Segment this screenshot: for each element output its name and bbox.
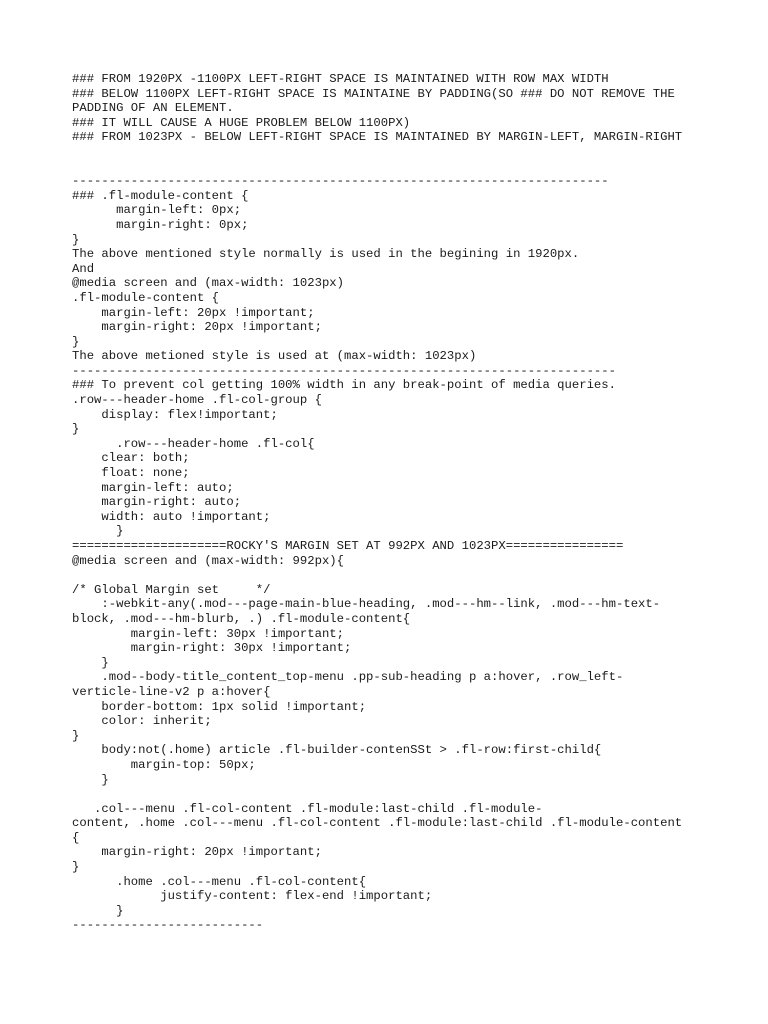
document-line: } bbox=[72, 903, 124, 918]
document-line: } bbox=[72, 728, 80, 743]
document-line: .row---header-home .fl-col{ bbox=[72, 436, 315, 451]
document-line: .row---header-home .fl-col-group { bbox=[72, 393, 322, 408]
document-line: margin-right: 20px !important; bbox=[72, 845, 322, 860]
document-line: margin-left: auto; bbox=[72, 480, 234, 495]
document-line: float: none; bbox=[72, 466, 190, 481]
document-line: display: flex!important; bbox=[72, 407, 278, 422]
document-line: PADDING OF AN ELEMENT. bbox=[72, 101, 234, 116]
document-line: { bbox=[72, 830, 80, 845]
document-line: margin-left: 30px !important; bbox=[72, 626, 344, 641]
document-line: margin-right: 30px !important; bbox=[72, 641, 352, 656]
document-line: width: auto !important; bbox=[72, 509, 271, 524]
document-line: margin-top: 50px; bbox=[72, 757, 256, 772]
document-line: margin-right: 0px; bbox=[72, 217, 249, 232]
document-line: } bbox=[72, 655, 109, 670]
document-line: } bbox=[72, 334, 80, 349]
document-line: @media screen and (max-width: 1023px) bbox=[72, 276, 344, 291]
document-line: ### BELOW 1100PX LEFT-RIGHT SPACE IS MAINTAINE BY PADDING(SO ### DO NOT REMOVE THE bbox=[72, 86, 675, 101]
document-line: body:not(.home) article .fl-builder-contenSSt > .fl-row:first-child{ bbox=[72, 743, 602, 758]
document-line: .home .col---menu .fl-col-content{ bbox=[72, 874, 367, 889]
document-line: /* Global Margin set */ bbox=[72, 582, 271, 597]
document-line bbox=[72, 787, 712, 802]
document-line: :-webkit-any(.mod---page-main-blue-heading, .mod---hm--link, .mod---hm-text- bbox=[72, 597, 661, 612]
document-line: content, .home .col---menu .fl-col-content .fl-module:last-child .fl-module-content bbox=[72, 816, 683, 831]
document-line: ### To prevent col getting 100% width in any break-point of media queries. bbox=[72, 378, 616, 393]
document-line: -------------------------- bbox=[72, 918, 264, 933]
document-line: ------------------------------------------------------------------------- bbox=[72, 174, 609, 189]
document-line: margin-left: 20px !important; bbox=[72, 305, 315, 320]
document-line: The above mentioned style normally is used in the begining in 1920px. bbox=[72, 247, 580, 262]
document-line: @media screen and (max-width: 992px){ bbox=[72, 553, 344, 568]
document-line: ### .fl-module-content { bbox=[72, 188, 249, 203]
document-line bbox=[72, 568, 712, 583]
document-line: margin-right: 20px !important; bbox=[72, 320, 322, 335]
document-line bbox=[72, 160, 712, 175]
document-line: } bbox=[72, 422, 80, 437]
document-line: block, .mod---hm-blurb, .) .fl-module-content{ bbox=[72, 611, 411, 626]
document-line: .col---menu .fl-col-content .fl-module:last-child .fl-module- bbox=[72, 801, 543, 816]
document-line: ### FROM 1920PX -1100PX LEFT-RIGHT SPACE IS MAINTAINED WITH ROW MAX WIDTH bbox=[72, 72, 609, 86]
code-text-block bbox=[72, 72, 712, 933]
document-line: } bbox=[72, 232, 80, 247]
document-line: margin-right: auto; bbox=[72, 495, 242, 510]
document-line: =====================ROCKY'S MARGIN SET AT 992PX AND 1023PX================ bbox=[72, 539, 624, 553]
document-line: ### IT WILL CAUSE A HUGE PROBLEM BELOW 1100PX) bbox=[72, 115, 411, 130]
document-line: } bbox=[72, 524, 124, 539]
document-line: } bbox=[72, 772, 109, 787]
document-line: color: inherit; bbox=[72, 714, 212, 729]
document-line: ### FROM 1023PX - BELOW LEFT-RIGHT SPACE IS MAINTAINED BY MARGIN-LEFT, MARGIN-RIGHT bbox=[72, 130, 683, 145]
document-line: clear: both; bbox=[72, 451, 190, 466]
document-line: And bbox=[72, 261, 95, 276]
document-line: margin-left: 0px; bbox=[72, 203, 242, 218]
document-line: } bbox=[72, 860, 80, 875]
document-line: -------------------------------------------------------------------------- bbox=[72, 363, 616, 378]
document-line: .mod--body-title_content_top-menu .pp-sub-heading p a:hover, .row_left- bbox=[72, 670, 624, 685]
document-line: .fl-module-content { bbox=[72, 290, 220, 305]
document-line bbox=[72, 145, 712, 160]
document-line: justify-content: flex-end !important; bbox=[72, 889, 433, 904]
document-line: verticle-line-v2 p a:hover{ bbox=[72, 684, 271, 699]
document-line: border-bottom: 1px solid !important; bbox=[72, 699, 367, 714]
document-line: The above metioned style is used at (max-width: 1023px) bbox=[72, 349, 477, 364]
